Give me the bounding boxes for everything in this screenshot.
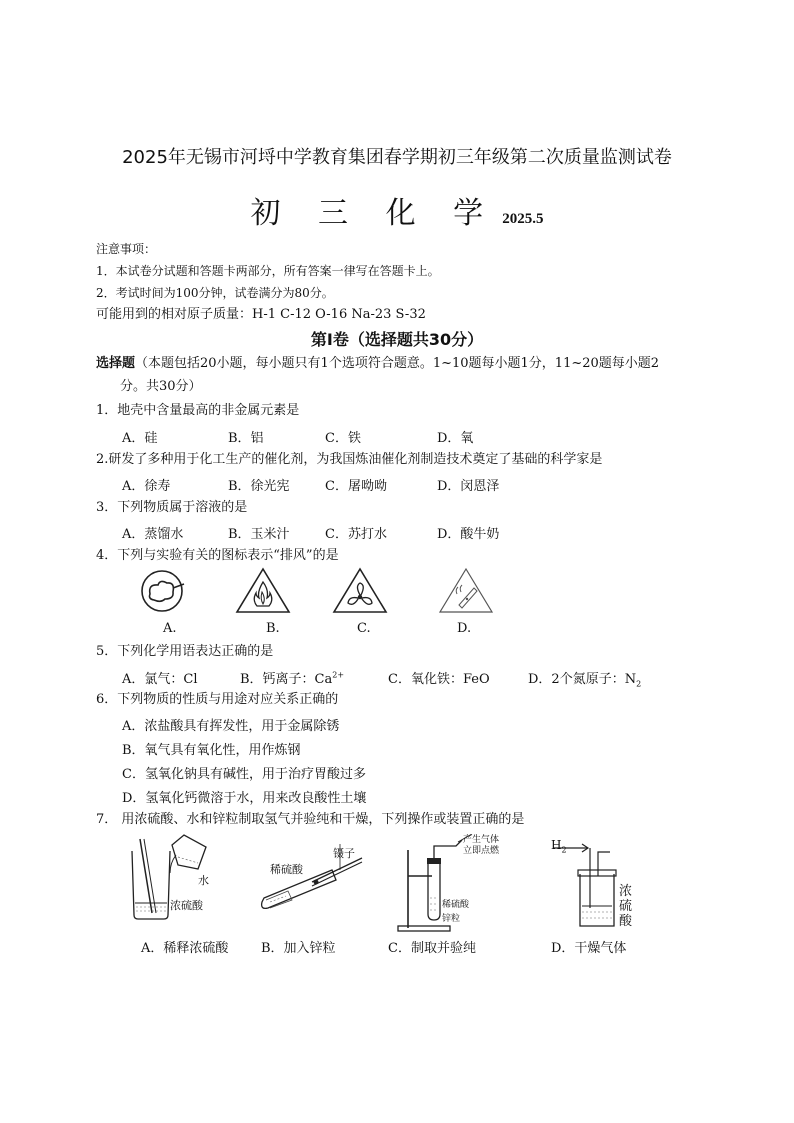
- label-zinc: 锌粒: [442, 914, 461, 924]
- h2-symbol: H: [551, 838, 562, 852]
- flame-warning-icon: [234, 566, 292, 616]
- h2-subscript: 2: [561, 845, 567, 855]
- option-a: A．徐寿: [122, 479, 171, 494]
- label-conc1: 浓: [619, 884, 633, 899]
- option-b: B．氧气具有氧化性，用作炼钢: [122, 743, 301, 758]
- option-b: B．徐光宪: [228, 479, 290, 494]
- earthquake-hazard-icon: [134, 566, 194, 616]
- option-c: C.: [357, 621, 371, 636]
- section-intro: [96, 355, 659, 373]
- subscript: 2: [636, 679, 642, 689]
- atomic-masses: 可能用到的相对原子质量：H-1 C-12 O-16 Na-23 S-32: [96, 307, 426, 322]
- option-c: C．铁: [325, 431, 361, 446]
- charge-superscript: 2+: [332, 670, 345, 680]
- option-a: A．浓盐酸具有挥发性，用于金属除锈: [122, 719, 340, 734]
- section-title: 第Ⅰ卷（选择题共30分）: [310, 330, 484, 349]
- question-stem: 1．地壳中含量最高的非金属元素是: [96, 403, 300, 418]
- option-c: C．苏打水: [325, 527, 387, 542]
- subject-name: 初 三 化 学: [250, 196, 498, 231]
- option-b: B.: [266, 621, 280, 636]
- option-b: B．加入锌粒: [261, 941, 336, 956]
- option-a: A．蒸馏水: [122, 527, 184, 542]
- label-tweezers: 镊子: [333, 847, 355, 860]
- fan-ventilation-icon: [331, 566, 389, 616]
- question-stem: 7． 用浓硫酸、水和锌粒制取氢气并验纯和干燥，下列操作或装置正确的是: [96, 812, 525, 827]
- label-gas-note2: 立即点燃: [463, 846, 500, 856]
- label-conc3: 酸: [619, 914, 633, 929]
- option-a: A．氯气：Cl: [122, 672, 198, 687]
- question-stem: 3．下列物质属于溶液的是: [96, 500, 248, 515]
- notice-item: 2．考试时间为100分钟，试卷满分为80分。: [96, 286, 334, 300]
- option-d: D．闵恩泽: [437, 479, 500, 494]
- label-gas-note1: 产生气体: [463, 835, 500, 845]
- notice-item: 1．本试卷分试题和答题卡两部分，所有答案一律写在答题卡上。: [96, 264, 440, 278]
- notice-heading: 注意事项：: [96, 242, 157, 256]
- label-dilute-acid: 稀硫酸: [270, 863, 303, 876]
- label-conc2: 硫: [619, 899, 633, 914]
- section-intro-bold: 选择题: [96, 356, 136, 371]
- exam-date: 2025.5: [502, 211, 544, 227]
- label-water: 水: [198, 874, 209, 887]
- option-c: C．制取并验纯: [388, 941, 476, 956]
- section-intro-text: （本题包括20小题，每小题只有1个选项符合题意。1~10题每小题1分，11~20题每小题2: [135, 356, 660, 371]
- question-stem: 6．下列物质的性质与用途对应关系正确的: [96, 692, 339, 707]
- label-conc-acid: 浓硫酸: [170, 899, 203, 912]
- option-c: C．屠呦呦: [325, 479, 387, 494]
- question-stem: 4．下列与实验有关的图标表示“排风”的是: [96, 548, 339, 563]
- option-d: D．酸牛奶: [437, 527, 500, 542]
- option-c: C．氢氧化钠具有碱性，用于治疗胃酸过多: [122, 767, 366, 782]
- option-d: D.: [457, 621, 472, 636]
- option-a: A．硅: [122, 431, 158, 446]
- exam-title: 2025年无锡市河埒中学教育集团春学期初三年级第二次质量监测试卷: [122, 147, 672, 168]
- label-h2: [551, 838, 567, 854]
- question-stem: 5．下列化学用语表达正确的是: [96, 644, 274, 659]
- option-b: B．玉米汁: [228, 527, 290, 542]
- option-a: A．稀释浓硫酸: [141, 941, 229, 956]
- option-c: C．氧化铁：FeO: [388, 672, 490, 687]
- option-d: D．氧: [437, 431, 474, 446]
- option-b: B．铝: [228, 431, 264, 446]
- option-a: A.: [163, 621, 177, 636]
- option-b: [240, 668, 344, 687]
- label-dilute-acid2: 稀硫酸: [442, 900, 470, 910]
- option-d: [528, 668, 641, 689]
- question-stem: 2.研发了多种用于化工生产的催化剂，为我国炼油催化剂制造技术奠定了基础的科学家是: [96, 452, 603, 467]
- option-d: D．氢氧化钙微溶于水，用来改良酸性土壤: [122, 791, 367, 806]
- hot-tube-warning-icon: [437, 566, 495, 616]
- option-d: D．干燥气体: [551, 941, 627, 956]
- option-d-text: D．2个氮原子：N: [528, 672, 637, 687]
- subject-heading: [0, 188, 794, 232]
- section-intro-cont: 分。共30分）: [120, 379, 202, 394]
- option-b-text: B．钙离子：Ca: [240, 672, 333, 687]
